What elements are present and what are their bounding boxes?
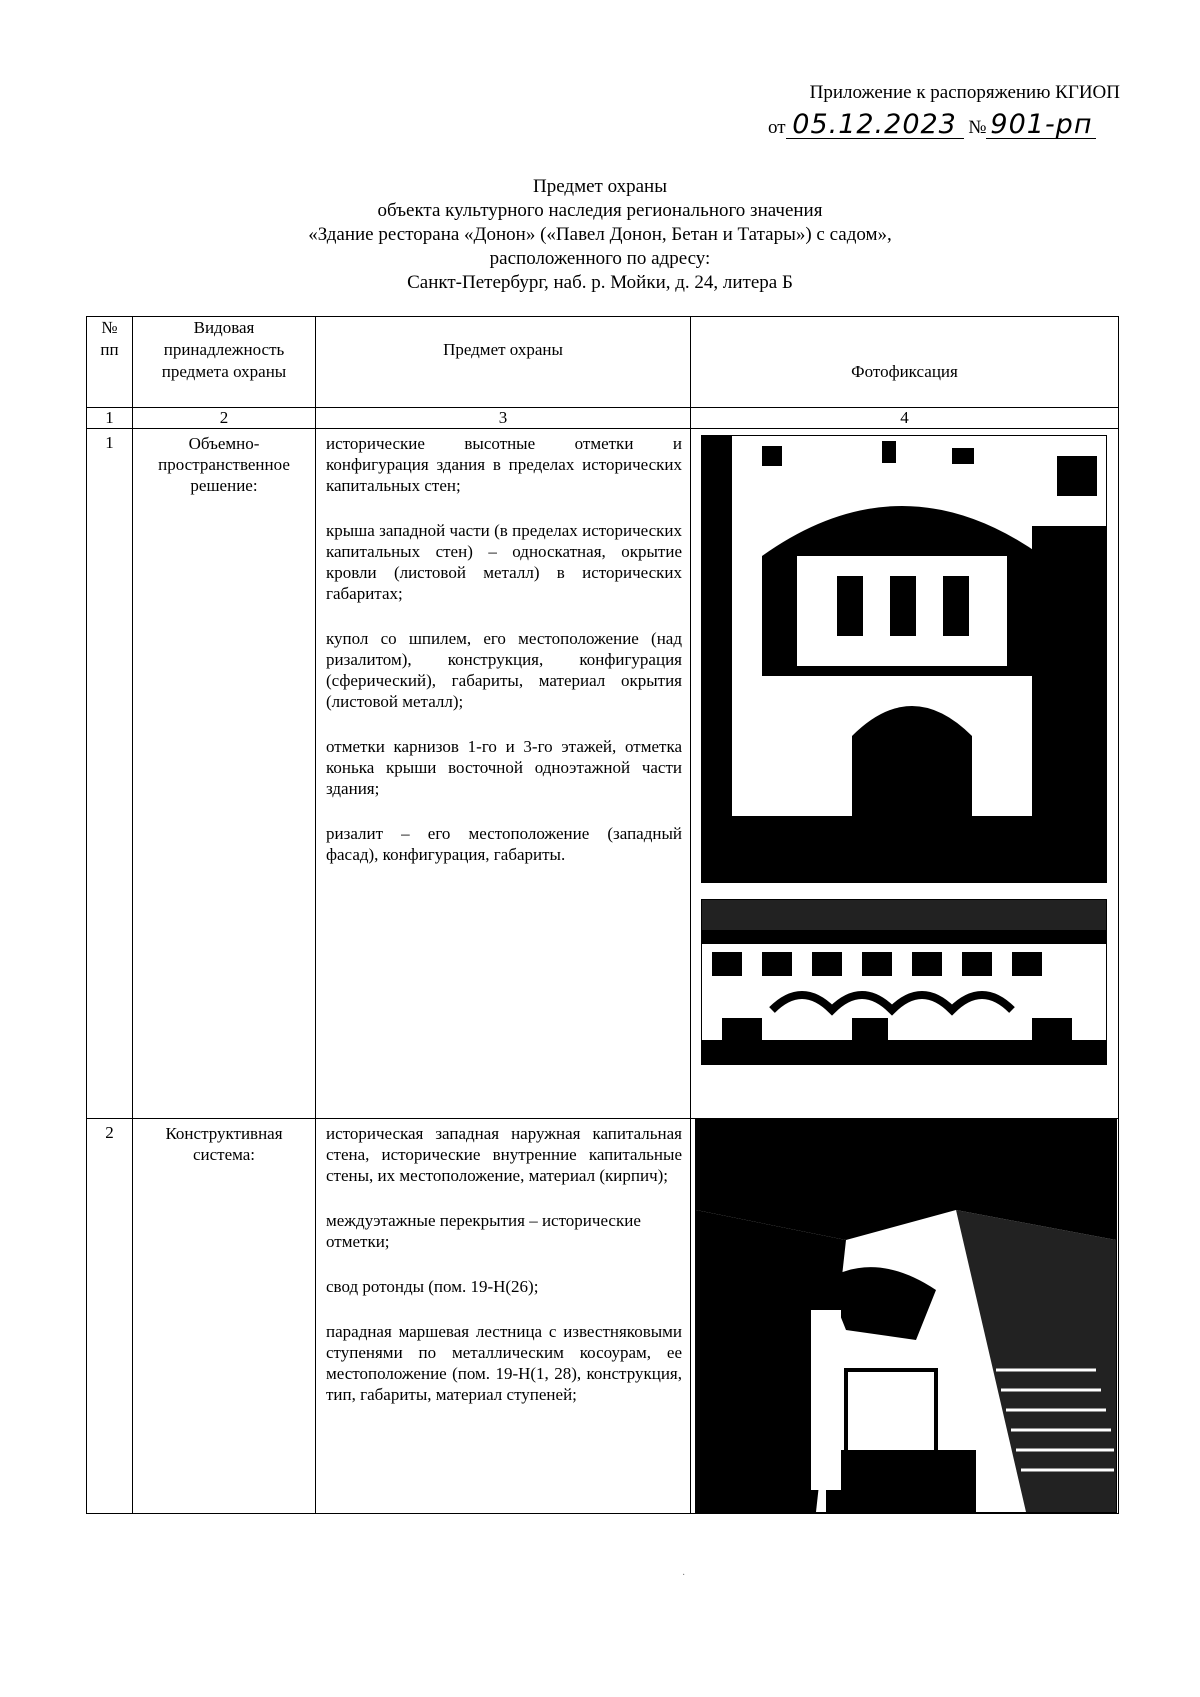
row-photos	[691, 1119, 1119, 1514]
title-line-1: Предмет охраны	[533, 176, 667, 197]
subject-paragraph: историческая западная наружная капитальная стена, исторические внутренние капитальные стены, их местоположение, материал (кирпич);	[326, 1124, 682, 1185]
row-kind: Объемно-пространственное решение:	[133, 429, 316, 1119]
title-line-5: Санкт-Петербург, наб. р. Мойки, д. 24, литера Б	[407, 272, 793, 293]
row-kind: Конструктивная система:	[133, 1119, 316, 1514]
order-prefix: от	[768, 117, 786, 138]
table-header-row	[87, 317, 1119, 408]
order-date: 05.12.2023	[786, 112, 964, 139]
subject-paragraph: крыша западной части (в пределах исторических капитальных стен) – односкатная, окрытие кровли (листовой металл) в исторических габаритах;	[326, 521, 682, 603]
photo-building-facade	[701, 435, 1107, 883]
table-row	[87, 429, 1119, 1119]
subject-paragraph: междуэтажные перекрытия – исторические отметки;	[326, 1211, 641, 1251]
photo-courtyard-facade	[701, 899, 1107, 1065]
col-number: 3	[316, 408, 691, 429]
scan-speck: ·	[682, 1570, 686, 1581]
column-number-row	[87, 408, 1119, 429]
col-number: 4	[691, 408, 1119, 429]
col-number: 2	[133, 408, 316, 429]
row-number: 1	[87, 429, 133, 1119]
row-subject	[316, 1119, 691, 1514]
header-photo: Фотофиксация	[691, 317, 1119, 408]
subject-paragraph: парадная маршевая лестница с известняковыми ступенями по металлическим косоурам, ее местоположение (пом. 19-Н(1, 28), конструкция, тип, габариты, материал ступеней;	[326, 1322, 682, 1404]
subject-paragraph: купол со шпилем, его местоположение (над ризалитом), конструкция, конфигурация (сферический), габариты, материал окрытия (листовой металл);	[326, 629, 682, 711]
row-subject	[316, 429, 691, 1119]
subject-paragraph: свод ротонды (пом. 19-Н(26);	[326, 1277, 539, 1296]
appendix-caption: Приложение к распоряжению КГИОП	[809, 82, 1120, 103]
order-line	[768, 109, 1096, 140]
title-line-4: расположенного по адресу:	[489, 248, 711, 269]
order-number: 901-рп	[986, 112, 1096, 139]
header-num: № пп	[87, 317, 133, 408]
table-row	[87, 1119, 1119, 1514]
row-number: 2	[87, 1119, 133, 1514]
row-photos	[691, 429, 1119, 1119]
protection-table	[86, 316, 1119, 1514]
title-line-3: «Здание ресторана «Донон» («Павел Донон, Бетан и Татары») с садом»,	[308, 224, 892, 245]
header-kind: Видовая принадлежность предмета охраны	[133, 317, 316, 408]
header-subject: Предмет охраны	[316, 317, 691, 408]
order-no-label: №	[968, 117, 987, 138]
col-number: 1	[87, 408, 133, 429]
subject-paragraph: отметки карнизов 1-го и 3-го этажей, отметка конька крыши восточной одноэтажной части здания;	[326, 737, 682, 798]
title-line-2: объекта культурного наследия регионального значения	[377, 200, 823, 221]
photo-staircase-interior	[695, 1119, 1117, 1513]
subject-paragraph: ризалит – его местоположение (западный фасад), конфигурация, габариты.	[326, 824, 682, 864]
subject-paragraph: исторические высотные отметки и конфигурация здания в пределах исторических капитальных стен;	[326, 434, 682, 495]
document-title	[0, 175, 1200, 295]
